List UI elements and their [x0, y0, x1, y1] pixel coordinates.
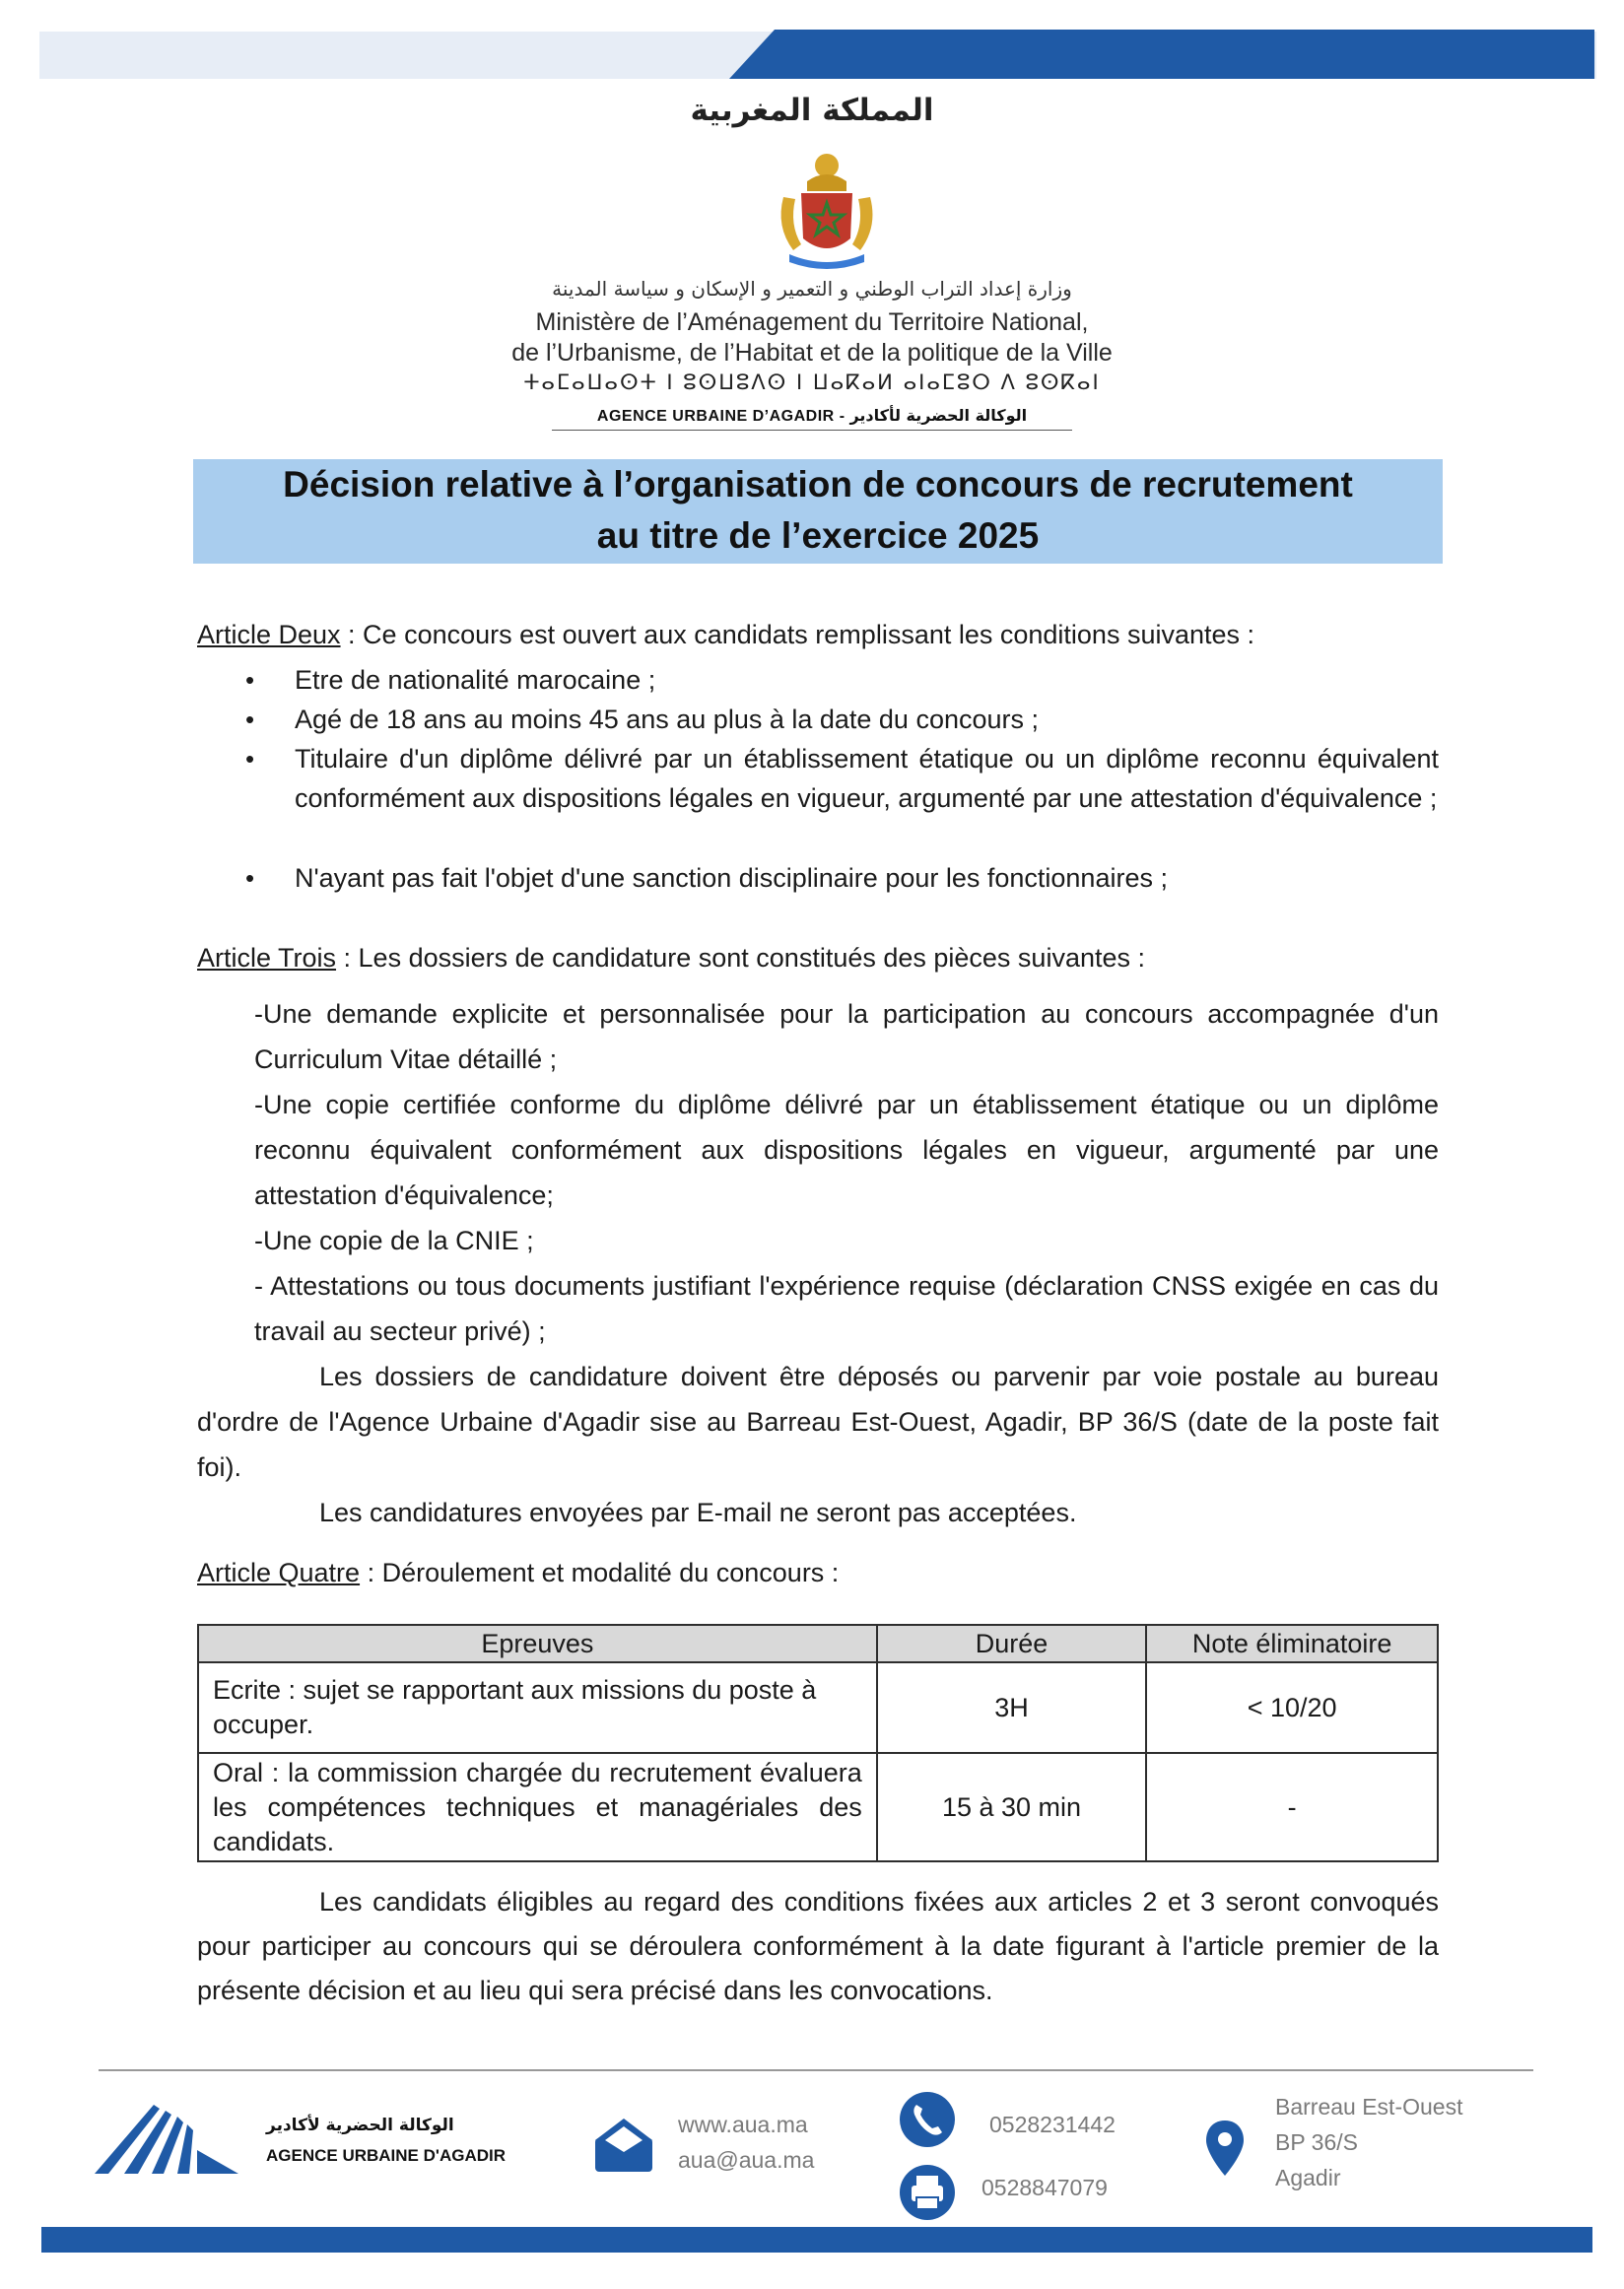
address-line1: Barreau Est-Ouest: [1275, 2094, 1463, 2120]
footer-agency-ar: الوكالة الحضرية لأكادير: [266, 2116, 454, 2135]
fax-number: 0528847079: [981, 2175, 1108, 2200]
email-link[interactable]: aua@aua.ma: [678, 2147, 815, 2173]
ministry-name-fr-line2: de l’Urbanisme, de l’Habitat et de la politique de la Ville: [511, 339, 1113, 367]
article-deux-heading: [197, 615, 1439, 654]
title-line2: au titre de l’exercice 2025: [596, 515, 1040, 556]
document-item: -Une copie de la CNIE ;: [254, 1226, 534, 1255]
document-item: - Attestations ou tous documents justifiant l'expérience requise (déclaration CNSS exigée en cas du travail au secteur privé) ;: [254, 1271, 1439, 1346]
table-cell: Ecrite : sujet se rapportant aux missions du poste à occuper.: [198, 1662, 877, 1753]
table-row: [198, 1753, 1438, 1861]
title-line1: Décision relative à l’organisation de concours de recrutement: [283, 464, 1353, 505]
agency-name-ar: الوكالة الحضرية لأكادير: [849, 406, 1028, 425]
website-link[interactable]: www.aua.ma: [678, 2112, 808, 2137]
logo-icon: [95, 2099, 238, 2178]
fax-icon: [899, 2164, 956, 2221]
document-item: -Une copie certifiée conforme du diplôme délivré par un établissement étatique ou un diplôme reconnu équivalent conformément aux dispositions légales en vigueur, argumenté par une attestation d'équivalence;: [254, 1090, 1439, 1210]
footer-band: [41, 2227, 1592, 2253]
ministry-name-ar: وزارة إعداد التراب الوطني و التعمير و الإسكان و سياسة المدينة: [552, 277, 1072, 301]
bullet-dot: •: [245, 863, 255, 893]
closing-paragraph: Les candidats éligibles au regard des conditions fixées aux articles 2 et 3 seront convoqués pour participer au concours qui se déroulera conformément à la date figurant à l'article premier de la présente décision et au lieu qui sera précisé dans les convocations.: [197, 1887, 1439, 2005]
location-pin-icon: [1204, 2119, 1246, 2178]
bullet-dot: •: [245, 665, 255, 695]
condition-item: Etre de nationalité marocaine ;: [295, 665, 656, 695]
agency-line: [0, 406, 1624, 426]
agency-underline: [552, 430, 1072, 431]
table-header-cell: Durée: [877, 1625, 1147, 1662]
condition-item: Agé de 18 ans au moins 45 ans au plus à la date du concours ;: [295, 705, 1040, 734]
agency-separator: -: [839, 408, 846, 425]
table-header-row: [198, 1625, 1438, 1662]
footer-rule: [99, 2069, 1533, 2071]
table-cell: 3H: [877, 1662, 1147, 1753]
deposit-paragraph: Les dossiers de candidature doivent être déposés ou parvenir par voie postale au bureau d'ordre de l'Agence Urbaine d'Agadir sise au Barreau Est-Ouest, Agadir, BP 36/S (date de la poste fait foi).: [197, 1362, 1439, 1482]
article-quatre-label: Article Quatre: [197, 1558, 361, 1587]
article-quatre-heading: [197, 1553, 1439, 1592]
article-deux-intro: : Ce concours est ouvert aux candidats remplissant les conditions suivantes :: [340, 620, 1255, 649]
kingdom-title-ar: المملكة المغربية: [690, 93, 934, 128]
phone-number: 0528231442: [989, 2112, 1116, 2137]
email-notice: Les candidatures envoyées par E-mail ne seront pas acceptées.: [319, 1498, 1077, 1527]
ministry-name-tifinagh: ⵜⴰⵎⴰⵡⴰⵙⵜ ⵏ ⵓⵙⵡⵓⴷⵙ ⵏ ⵡⴰⴽⴰⵍ ⴰⵏⴰⵎⵓⵔ ⴷ ⵓⵙⴽⴰⵏ: [523, 370, 1101, 394]
document-item: -Une demande explicite et personnalisée pour la participation au concours accompagnée d'un Curriculum Vitae détaillé ;: [254, 999, 1439, 1074]
top-band-dark: [729, 30, 1594, 79]
table-cell: 15 à 30 min: [877, 1753, 1147, 1861]
table-cell: -: [1146, 1753, 1438, 1861]
footer-agency-fr: AGENCE URBAINE D'AGADIR: [266, 2146, 506, 2165]
condition-item: Titulaire d'un diplôme délivré par un établissement étatique ou un diplôme reconnu équivalent conformément aux dispositions légales en vigueur, argumenté par une attestation d'équivalence ;: [295, 744, 1439, 813]
article-deux-label: Article Deux: [197, 620, 341, 649]
article-trois-heading: [197, 938, 1439, 977]
ministry-name-fr-line1: Ministère de l’Aménagement du Territoire National,: [535, 308, 1089, 336]
condition-item: N'ayant pas fait l'objet d'une sanction disciplinaire pour les fonctionnaires ;: [295, 863, 1168, 893]
article-trois-intro: : Les dossiers de candidature sont constitués des pièces suivantes :: [336, 943, 1145, 973]
address-line2: BP 36/S: [1275, 2129, 1358, 2155]
article-quatre-intro: : Déroulement et modalité du concours :: [360, 1558, 840, 1587]
article-trois-label: Article Trois: [197, 943, 337, 973]
bullet-dot: •: [245, 744, 255, 774]
table-cell: Oral : la commission chargée du recrutement évaluera les compétences techniques et managériales des candidats.: [198, 1753, 877, 1861]
document-title: [193, 459, 1443, 564]
address-line3: Agadir: [1275, 2165, 1341, 2190]
mail-icon: [593, 2117, 654, 2174]
agency-name-fr: AGENCE URBAINE D’AGADIR: [596, 408, 835, 425]
emblem-icon: [768, 148, 886, 276]
phone-icon: [899, 2091, 956, 2148]
bullet-dot: •: [245, 705, 255, 734]
table-header-cell: Epreuves: [198, 1625, 877, 1662]
table-row: [198, 1662, 1438, 1753]
table-cell: < 10/20: [1146, 1662, 1438, 1753]
table-header-cell: Note éliminatoire: [1146, 1625, 1438, 1662]
exam-table: [197, 1624, 1439, 1862]
